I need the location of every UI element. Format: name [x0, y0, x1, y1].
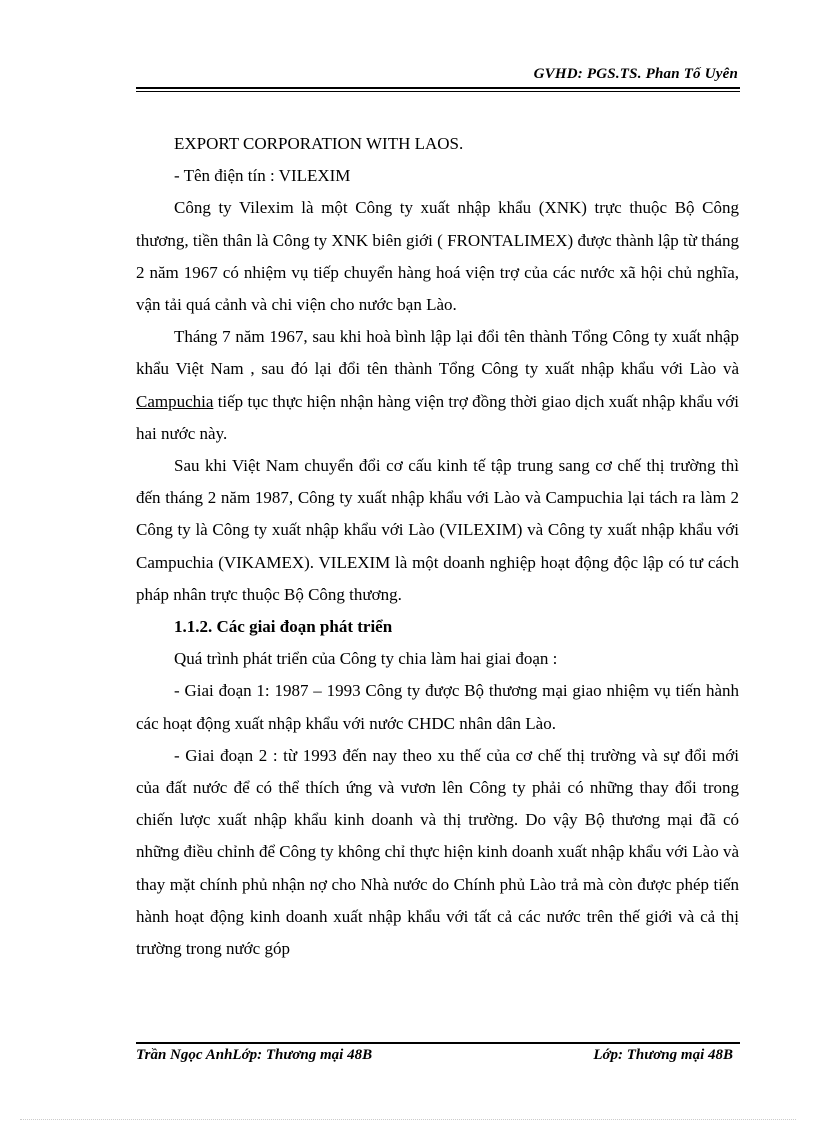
header-rule-thin [136, 91, 740, 92]
paragraph-6: Quá trình phát triển của Công ty chia làm hai giai đoạn : [174, 649, 558, 669]
document-body [136, 128, 739, 965]
section-heading: 1.1.2. Các giai đoạn phát triển [174, 617, 393, 637]
paragraph-5: Sau khi Việt Nam chuyển đổi cơ cấu kinh tế tập trung sang cơ chế thị trường thì đến tháng 2 năm 1987, Công ty xuất nhập khẩu với Lào và Campuchia lại tách ra làm 2 Công ty là Công ty xuất nhập khẩu với Lào (VILEXIM) và Công ty xuất nhập khẩu với Campuchia (VIKAMEX). VILEXIM là một doanh nghiệp hoạt động độc lập có tư cách pháp nhân trực thuộc Bộ Công thương. [136, 456, 739, 604]
campuchia-link[interactable]: Campuchia [136, 391, 214, 411]
paragraph-4 [136, 321, 739, 450]
paragraph-2: - Tên điện tín : VILEXIM [174, 166, 351, 186]
paragraph-4-end: tiếp tục thực hiện nhận hàng viện trợ đồng thời giao dịch xuất nhập khẩu với hai nước này. [136, 391, 739, 443]
header-rule [136, 87, 740, 89]
page-edge-line [20, 1119, 796, 1120]
page-header: GVHD: PGS.TS. Phan Tố Uyên [533, 66, 738, 82]
footer-rule [136, 1042, 740, 1044]
paragraph-4-start: Tháng 7 năm 1967, sau khi hoà bình lập lại đổi tên thành Tổng Công ty xuất nhập khẩu Việt Nam , sau đó lại đổi tên thành Tổng Công ty xuất nhập khẩu với Lào và [136, 327, 739, 379]
paragraph-1: EXPORT CORPORATION WITH LAOS. [174, 134, 464, 153]
paragraph-8: - Giai đoạn 2 : từ 1993 đến nay theo xu thế của cơ chế thị trường và sự đổi mới của đất nước để có thể thích ứng và vươn lên Công ty phải có những thay đổi trong chiến lược xuất nhập khẩu kinh doanh và thị trường. Do vậy Bộ thương mại đã có những điều chỉnh để Công ty không chỉ thực hiện kinh doanh xuất nhập khẩu với Lào và thay mặt chính phủ nhận nợ cho Nhà nước do Chính phủ Lào trả mà còn được phép tiến hành hoạt động kinh doanh xuất nhập khẩu với tất cả các nước trên thế giới và cả thị trường trong nước góp [136, 745, 739, 959]
footer-class: Lớp: Thương mại 48B [593, 1047, 733, 1063]
footer-author: Trần Ngọc AnhLớp: Thương mại 48B [136, 1047, 373, 1063]
paragraph-7: - Giai đoạn 1: 1987 – 1993 Công ty được Bộ thương mại giao nhiệm vụ tiến hành các hoạt động xuất nhập khẩu với nước CHDC nhân dân Lào. [136, 681, 739, 733]
paragraph-3: Công ty Vilexim là một Công ty xuất nhập khẩu (XNK) trực thuộc Bộ Công thương, tiền thân là Công ty XNK biên giới ( FRONTALIMEX) được thành lập từ tháng 2 năm 1967 có nhiệm vụ tiếp chuyển hàng hoá viện trợ của các nước xã hội chủ nghĩa, vận tải quá cảnh và chi viện cho nước bạn Lào. [136, 198, 739, 315]
